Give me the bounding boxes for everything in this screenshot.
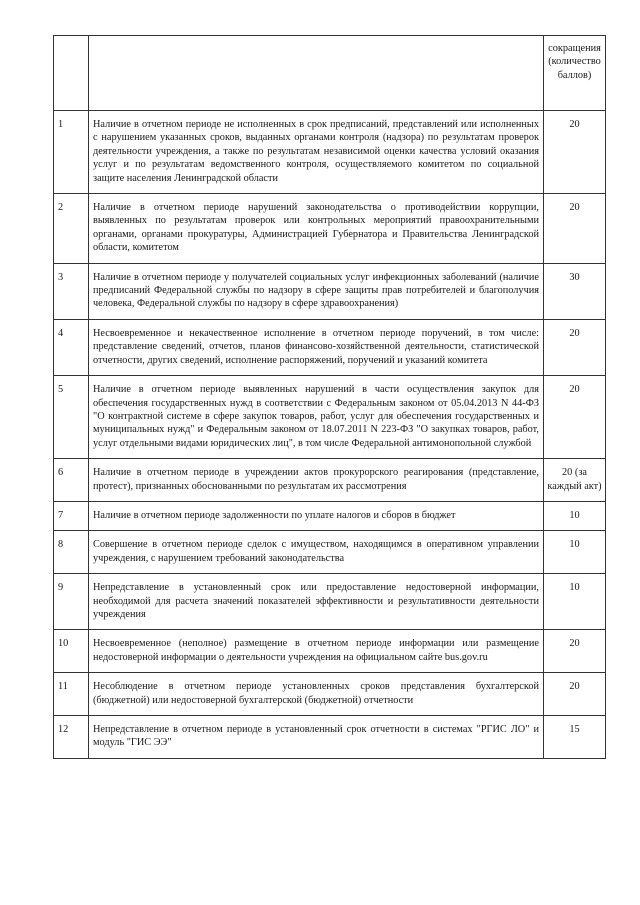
- row-description: Несвоевременное и некачественное исполнение в отчетном периоде поручений, в том числе: представление сведений, отчетов, планов финансово-хозяйственной деятельности, статистической отчетности, других сведений, исполнение распоряжений, поручений и указаний комитета: [89, 319, 544, 375]
- row-points: 10: [544, 574, 606, 630]
- row-points: 20: [544, 376, 606, 459]
- row-description: Наличие в отчетном периоде выявленных нарушений в части осуществления закупок для обеспечения государственных нужд в соответствии с Федеральным законом от 05.04.2013 N 44-ФЗ "О контрактной системе в сфере закупок товаров, работ, услуг для обеспечения государственных и муниципальных нужд" и Федеральным законом от 18.07.2011 N 223-ФЗ "О закупках товаров, работ, услуг отдельными видами юридических лиц", в том числе Федеральной антимонопольной службой: [89, 376, 544, 459]
- row-number: 3: [54, 263, 89, 319]
- row-points: 15: [544, 716, 606, 759]
- row-points: 10: [544, 501, 606, 530]
- table-row: [54, 501, 606, 530]
- table-row: [54, 459, 606, 502]
- row-number: 2: [54, 194, 89, 264]
- row-number: 5: [54, 376, 89, 459]
- row-number: 11: [54, 673, 89, 716]
- row-number: 7: [54, 501, 89, 530]
- row-number: 6: [54, 459, 89, 502]
- row-number: 10: [54, 630, 89, 673]
- table-row: [54, 574, 606, 630]
- row-number: 8: [54, 531, 89, 574]
- table-row: [54, 319, 606, 375]
- table-row: [54, 376, 606, 459]
- table-row: [54, 263, 606, 319]
- row-points: 20: [544, 673, 606, 716]
- table-row: [54, 111, 606, 194]
- row-number: 9: [54, 574, 89, 630]
- row-description: Непредставление в установленный срок или предоставление недостоверной информации, необходимой для расчета значений показателей эффективности и результативности деятельности учреждения: [89, 574, 544, 630]
- table-row: [54, 673, 606, 716]
- row-points: 30: [544, 263, 606, 319]
- header-points-cell: сокращения (количество баллов): [544, 36, 606, 111]
- row-points: 20 (за каждый акт): [544, 459, 606, 502]
- row-description: Несоблюдение в отчетном периоде установленных сроков представления бухгалтерской (бюджетной) или недостоверной бухгалтерской (бюджетной) отчетности: [89, 673, 544, 716]
- row-points: 20: [544, 194, 606, 264]
- table-header-row: [54, 36, 606, 111]
- penalty-table: [53, 35, 606, 759]
- row-points: 20: [544, 630, 606, 673]
- header-num-cell: [54, 36, 89, 111]
- table-row: [54, 194, 606, 264]
- row-number: 4: [54, 319, 89, 375]
- row-number: 1: [54, 111, 89, 194]
- row-description: Наличие в отчетном периоде у получателей социальных услуг инфекционных заболеваний (наличие предписаний Федеральной службы по надзору в сфере защиты прав потребителей и благополучия человека, Федеральной службы по надзору в сфере здравоохранения): [89, 263, 544, 319]
- row-description: Наличие в отчетном периоде в учреждении актов прокурорского реагирования (представление, протест), признанных обоснованными по результатам их рассмотрения: [89, 459, 544, 502]
- row-number: 12: [54, 716, 89, 759]
- row-points: 20: [544, 319, 606, 375]
- row-description: Непредставление в отчетном периоде в установленный срок отчетности в системах "РГИС ЛО" и модуль "ГИС ЭЭ": [89, 716, 544, 759]
- table-row: [54, 531, 606, 574]
- row-description: Наличие в отчетном периоде задолженности по уплате налогов и сборов в бюджет: [89, 501, 544, 530]
- header-text-cell: [89, 36, 544, 111]
- row-points: 10: [544, 531, 606, 574]
- row-points: 20: [544, 111, 606, 194]
- table-row: [54, 630, 606, 673]
- table-row: [54, 716, 606, 759]
- row-description: Несвоевременное (неполное) размещение в отчетном периоде информации или размещение недостоверной информации о деятельности учреждения на официальном сайте bus.gov.ru: [89, 630, 544, 673]
- row-description: Наличие в отчетном периоде не исполненных в срок предписаний, представлений или исполненных с нарушением указанных сроков, выданных органами контроля (надзора) по результатам проверок деятельности учреждения, а также по результатам независимой оценки качества условий оказания услуг и по результатам ведомственного контроля, осуществляемого комитетом по социальной защите населения Ленинградской области: [89, 111, 544, 194]
- row-description: Наличие в отчетном периоде нарушений законодательства о противодействии коррупции, выявленных по результатам проверок или контрольных мероприятий правоохранительными органами, органами прокуратуры, Администрацией Губернатора и Правительства Ленинградской области, комитетом: [89, 194, 544, 264]
- row-description: Совершение в отчетном периоде сделок с имуществом, находящимся в оперативном управлении учреждения, с нарушением требований законодательства: [89, 531, 544, 574]
